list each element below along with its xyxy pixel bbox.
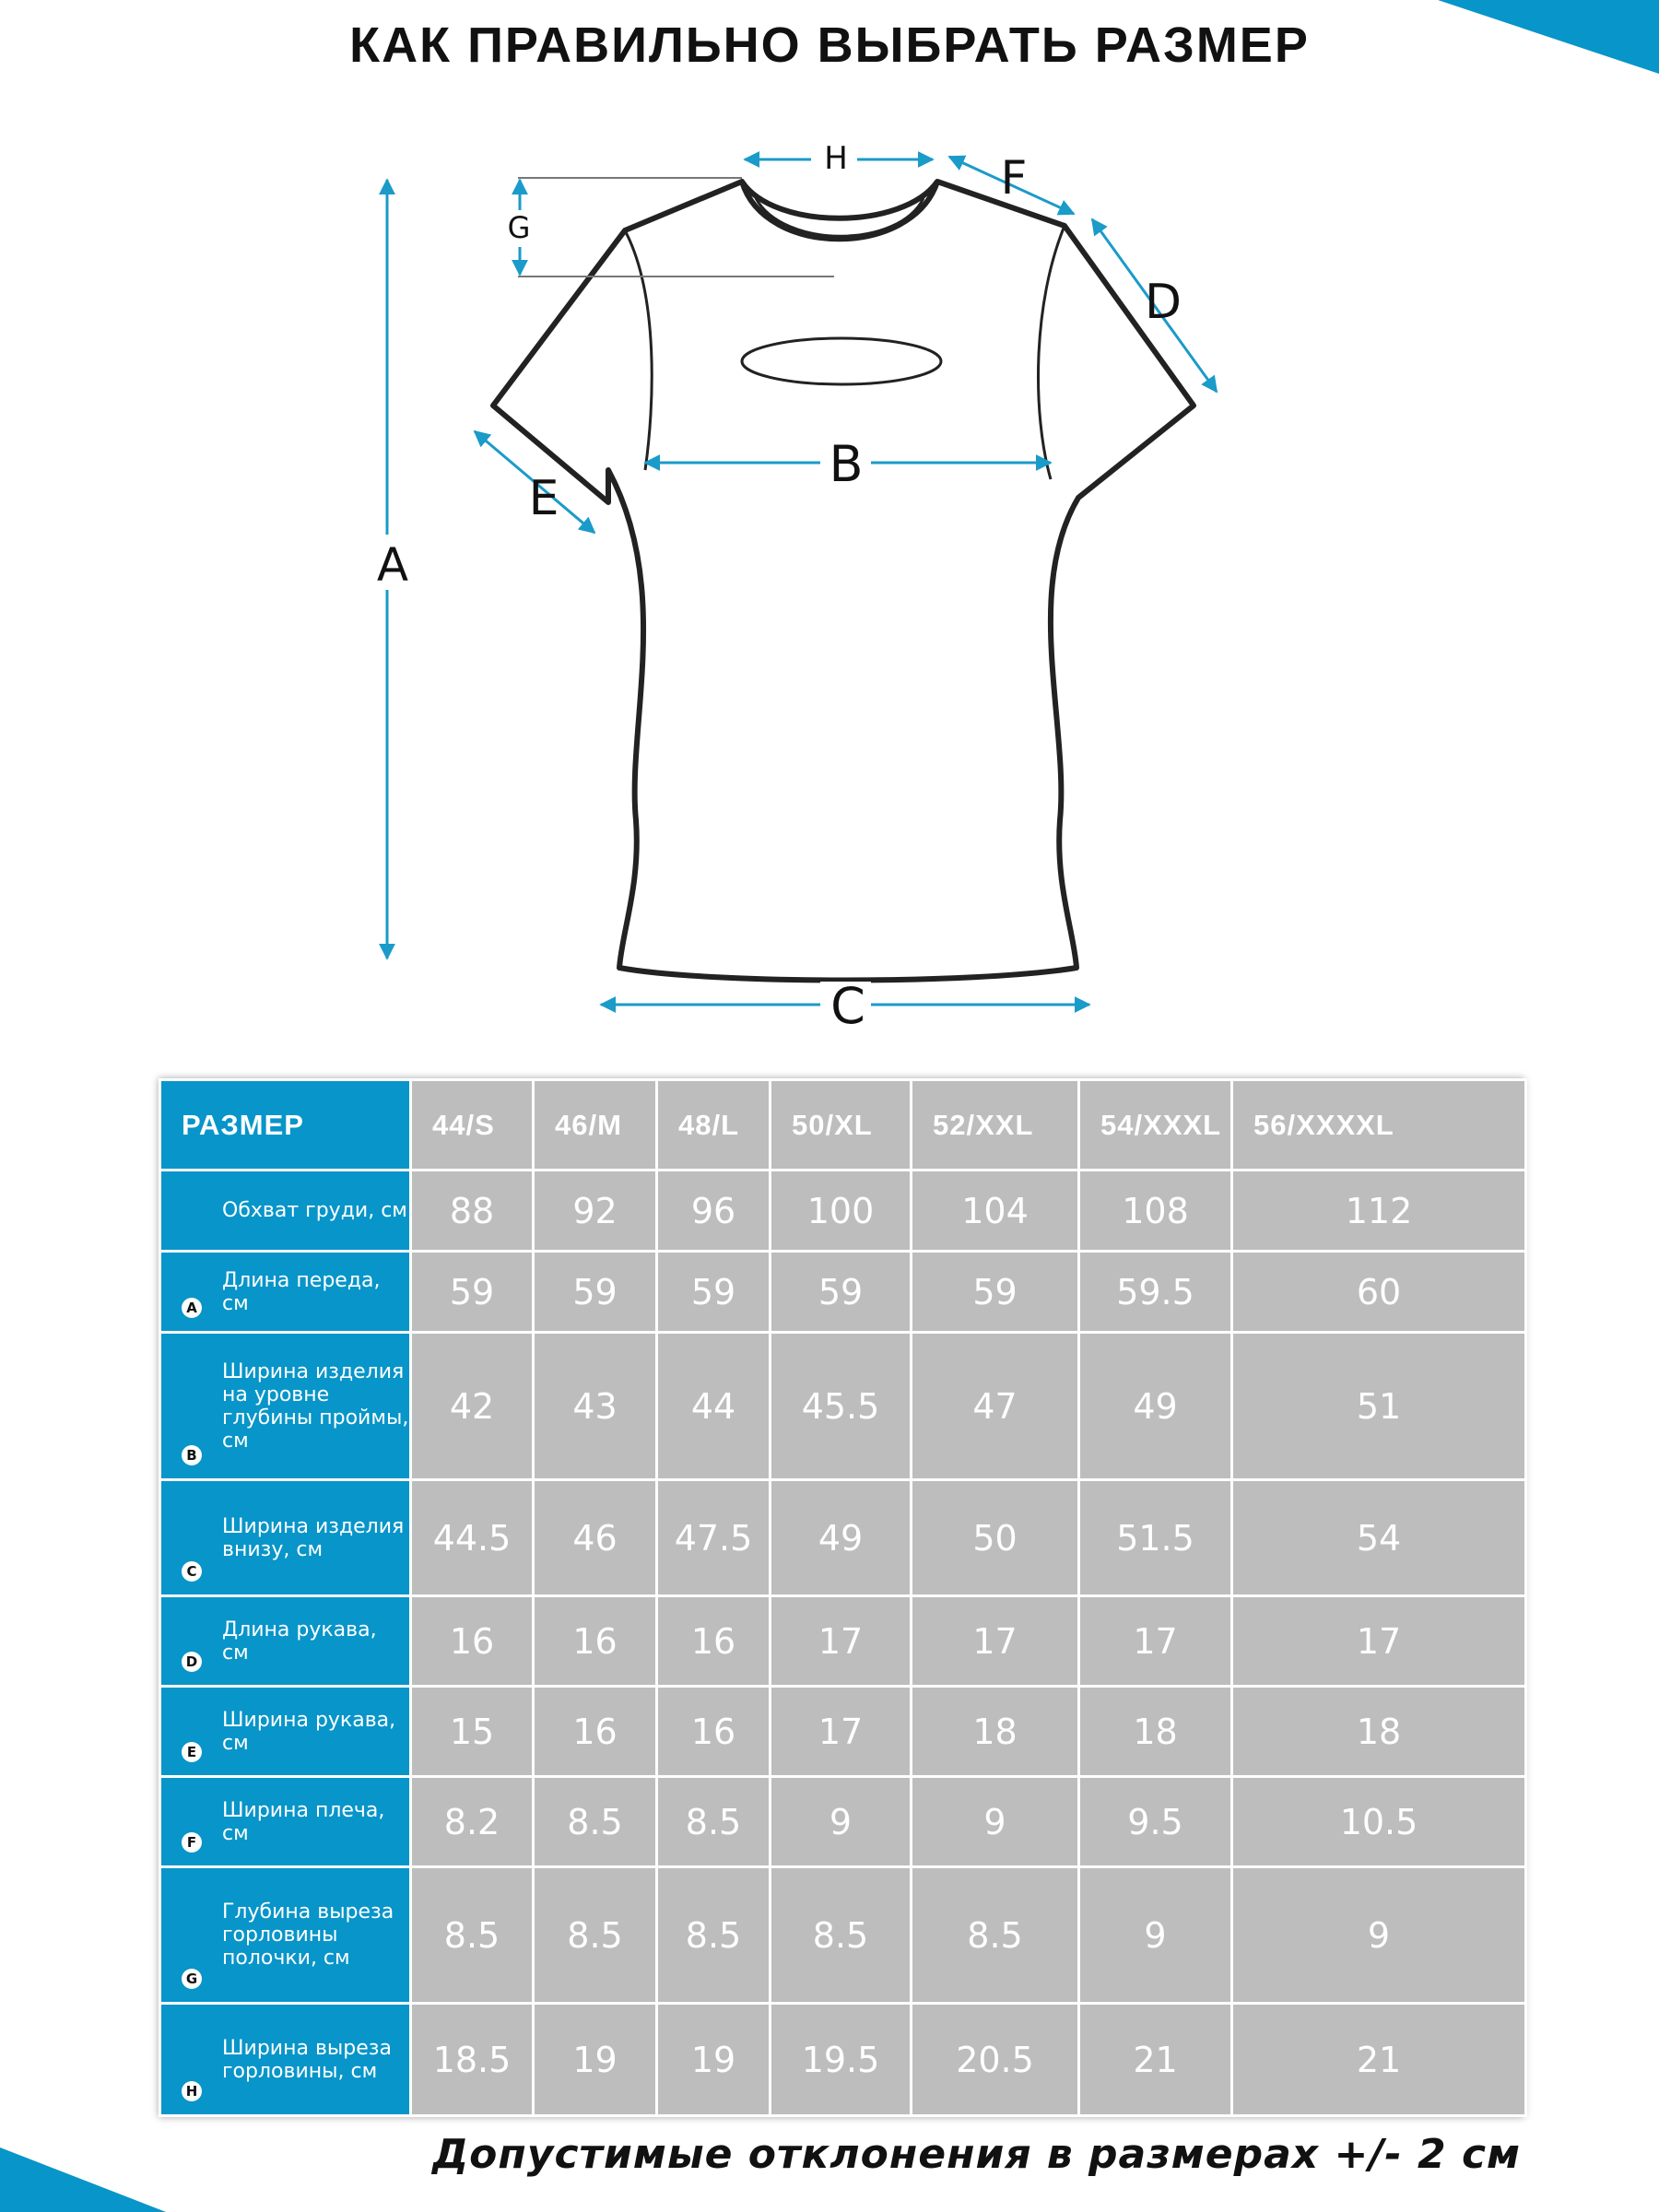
- page-title: КАК ПРАВИЛЬНО ВЫБРАТЬ РАЗМЕР: [349, 18, 1310, 73]
- header-size: 46/M: [534, 1080, 657, 1171]
- row-marker-e: E: [182, 1742, 202, 1762]
- table-row: [160, 1687, 1526, 1777]
- header-size-label: РАЗМЕР: [160, 1080, 411, 1171]
- cell-value: 108: [1079, 1171, 1232, 1252]
- cell-value: 16: [411, 1596, 534, 1687]
- table-header-row: [160, 1080, 1526, 1171]
- header-size: 54/XXXL: [1079, 1080, 1232, 1171]
- cell-value: 49: [771, 1480, 912, 1596]
- cell-value: 47: [912, 1333, 1079, 1480]
- tshirt-outline: [493, 182, 1194, 981]
- cell-value: 17: [1079, 1596, 1232, 1687]
- cell-value: 8.5: [411, 1867, 534, 2004]
- label-e: E: [528, 471, 559, 526]
- row-marker-a: A: [182, 1298, 202, 1318]
- header-size: 44/S: [411, 1080, 534, 1171]
- cell-value: 42: [411, 1333, 534, 1480]
- size-table: [159, 1078, 1524, 2117]
- header-size: 52/XXL: [912, 1080, 1079, 1171]
- row-label: Длина переда, см: [222, 1268, 381, 1315]
- header-size: 50/XL: [771, 1080, 912, 1171]
- label-a: A: [376, 538, 409, 592]
- cell-value: 8.5: [657, 1777, 771, 1867]
- row-marker-g: G: [182, 1969, 202, 1989]
- row-label: Ширина рукава, см: [222, 1708, 396, 1755]
- cell-value: 16: [534, 1596, 657, 1687]
- label-g: G: [507, 210, 531, 245]
- header-size: 48/L: [657, 1080, 771, 1171]
- cell-value: 21: [1079, 2004, 1232, 2116]
- row-marker-h: H: [182, 2081, 202, 2101]
- cell-value: 47.5: [657, 1480, 771, 1596]
- row-marker-c: C: [182, 1561, 202, 1582]
- cell-value: 8.5: [534, 1867, 657, 2004]
- row-label: Ширина плеча, см: [222, 1798, 385, 1845]
- row-label: Обхват груди, см: [222, 1199, 407, 1222]
- table-row: [160, 1171, 1526, 1252]
- table-row: [160, 1777, 1526, 1867]
- row-label: Длина рукава, см: [222, 1618, 377, 1665]
- table-row: [160, 1867, 1526, 2004]
- row-label: Ширина изделия на уровне глубины проймы, см: [222, 1359, 409, 1453]
- cell-value: 18.5: [411, 2004, 534, 2116]
- cell-value: 100: [771, 1171, 912, 1252]
- cell-value: 60: [1232, 1252, 1526, 1333]
- table-row: [160, 1333, 1526, 1480]
- cell-value: 9: [1079, 1867, 1232, 2004]
- cell-value: 9: [912, 1777, 1079, 1867]
- table-row: [160, 2004, 1526, 2116]
- cell-value: 20.5: [912, 2004, 1079, 2116]
- cell-value: 96: [657, 1171, 771, 1252]
- cell-value: 88: [411, 1171, 534, 1252]
- cell-value: 43: [534, 1333, 657, 1480]
- cell-value: 21: [1232, 2004, 1526, 2116]
- cell-value: 51: [1232, 1333, 1526, 1480]
- cell-value: 50: [912, 1480, 1079, 1596]
- cell-value: 15: [411, 1687, 534, 1777]
- cell-value: 16: [534, 1687, 657, 1777]
- cell-value: 59: [771, 1252, 912, 1333]
- row-marker-d: D: [182, 1652, 202, 1672]
- cell-value: 44.5: [411, 1480, 534, 1596]
- cell-value: 44: [657, 1333, 771, 1480]
- table-row: [160, 1480, 1526, 1596]
- cell-value: 19: [534, 2004, 657, 2116]
- cell-value: 19: [657, 2004, 771, 2116]
- label-f: F: [1000, 151, 1028, 205]
- cell-value: 16: [657, 1596, 771, 1687]
- cell-value: 18: [912, 1687, 1079, 1777]
- cell-value: 8.5: [771, 1867, 912, 2004]
- cell-value: 59.5: [1079, 1252, 1232, 1333]
- cell-value: 59: [912, 1252, 1079, 1333]
- table-row: [160, 1252, 1526, 1333]
- label-c: C: [830, 977, 865, 1035]
- cell-value: 8.5: [534, 1777, 657, 1867]
- cell-value: 104: [912, 1171, 1079, 1252]
- cell-value: 49: [1079, 1333, 1232, 1480]
- cell-value: 92: [534, 1171, 657, 1252]
- cell-value: 51.5: [1079, 1480, 1232, 1596]
- tshirt-diagram: [0, 0, 1659, 1051]
- cell-value: 17: [771, 1596, 912, 1687]
- cell-value: 8.5: [912, 1867, 1079, 2004]
- cell-value: 112: [1232, 1171, 1526, 1252]
- row-marker-b: B: [182, 1445, 202, 1465]
- cell-value: 9: [771, 1777, 912, 1867]
- row-label: Ширина изделия внизу, см: [222, 1514, 405, 1561]
- cell-value: 17: [912, 1596, 1079, 1687]
- row-label: Глубина выреза горловины полочки, см: [222, 1900, 394, 1970]
- cell-value: 18: [1232, 1687, 1526, 1777]
- label-b: B: [829, 435, 864, 493]
- cell-value: 17: [1232, 1596, 1526, 1687]
- cell-value: 59: [534, 1252, 657, 1333]
- cell-value: 59: [411, 1252, 534, 1333]
- row-marker-f: F: [182, 1832, 202, 1853]
- row-label: Ширина выреза горловины, см: [222, 2036, 392, 2083]
- label-h: H: [824, 140, 848, 177]
- table-row: [160, 1596, 1526, 1687]
- cell-value: 16: [657, 1687, 771, 1777]
- cell-value: 10.5: [1232, 1777, 1526, 1867]
- cell-value: 45.5: [771, 1333, 912, 1480]
- cell-value: 8.5: [657, 1867, 771, 2004]
- cell-value: 9: [1232, 1867, 1526, 2004]
- cell-value: 46: [534, 1480, 657, 1596]
- cell-value: 59: [657, 1252, 771, 1333]
- label-d: D: [1144, 275, 1182, 330]
- cell-value: 18: [1079, 1687, 1232, 1777]
- tolerance-note: Допустимые отклонения в размерах +/- 2 см: [431, 2131, 1521, 2178]
- cell-value: 17: [771, 1687, 912, 1777]
- header-size: 56/XXXXL: [1232, 1080, 1526, 1171]
- cell-value: 19.5: [771, 2004, 912, 2116]
- cell-value: 8.2: [411, 1777, 534, 1867]
- cell-value: 9.5: [1079, 1777, 1232, 1867]
- cell-value: 54: [1232, 1480, 1526, 1596]
